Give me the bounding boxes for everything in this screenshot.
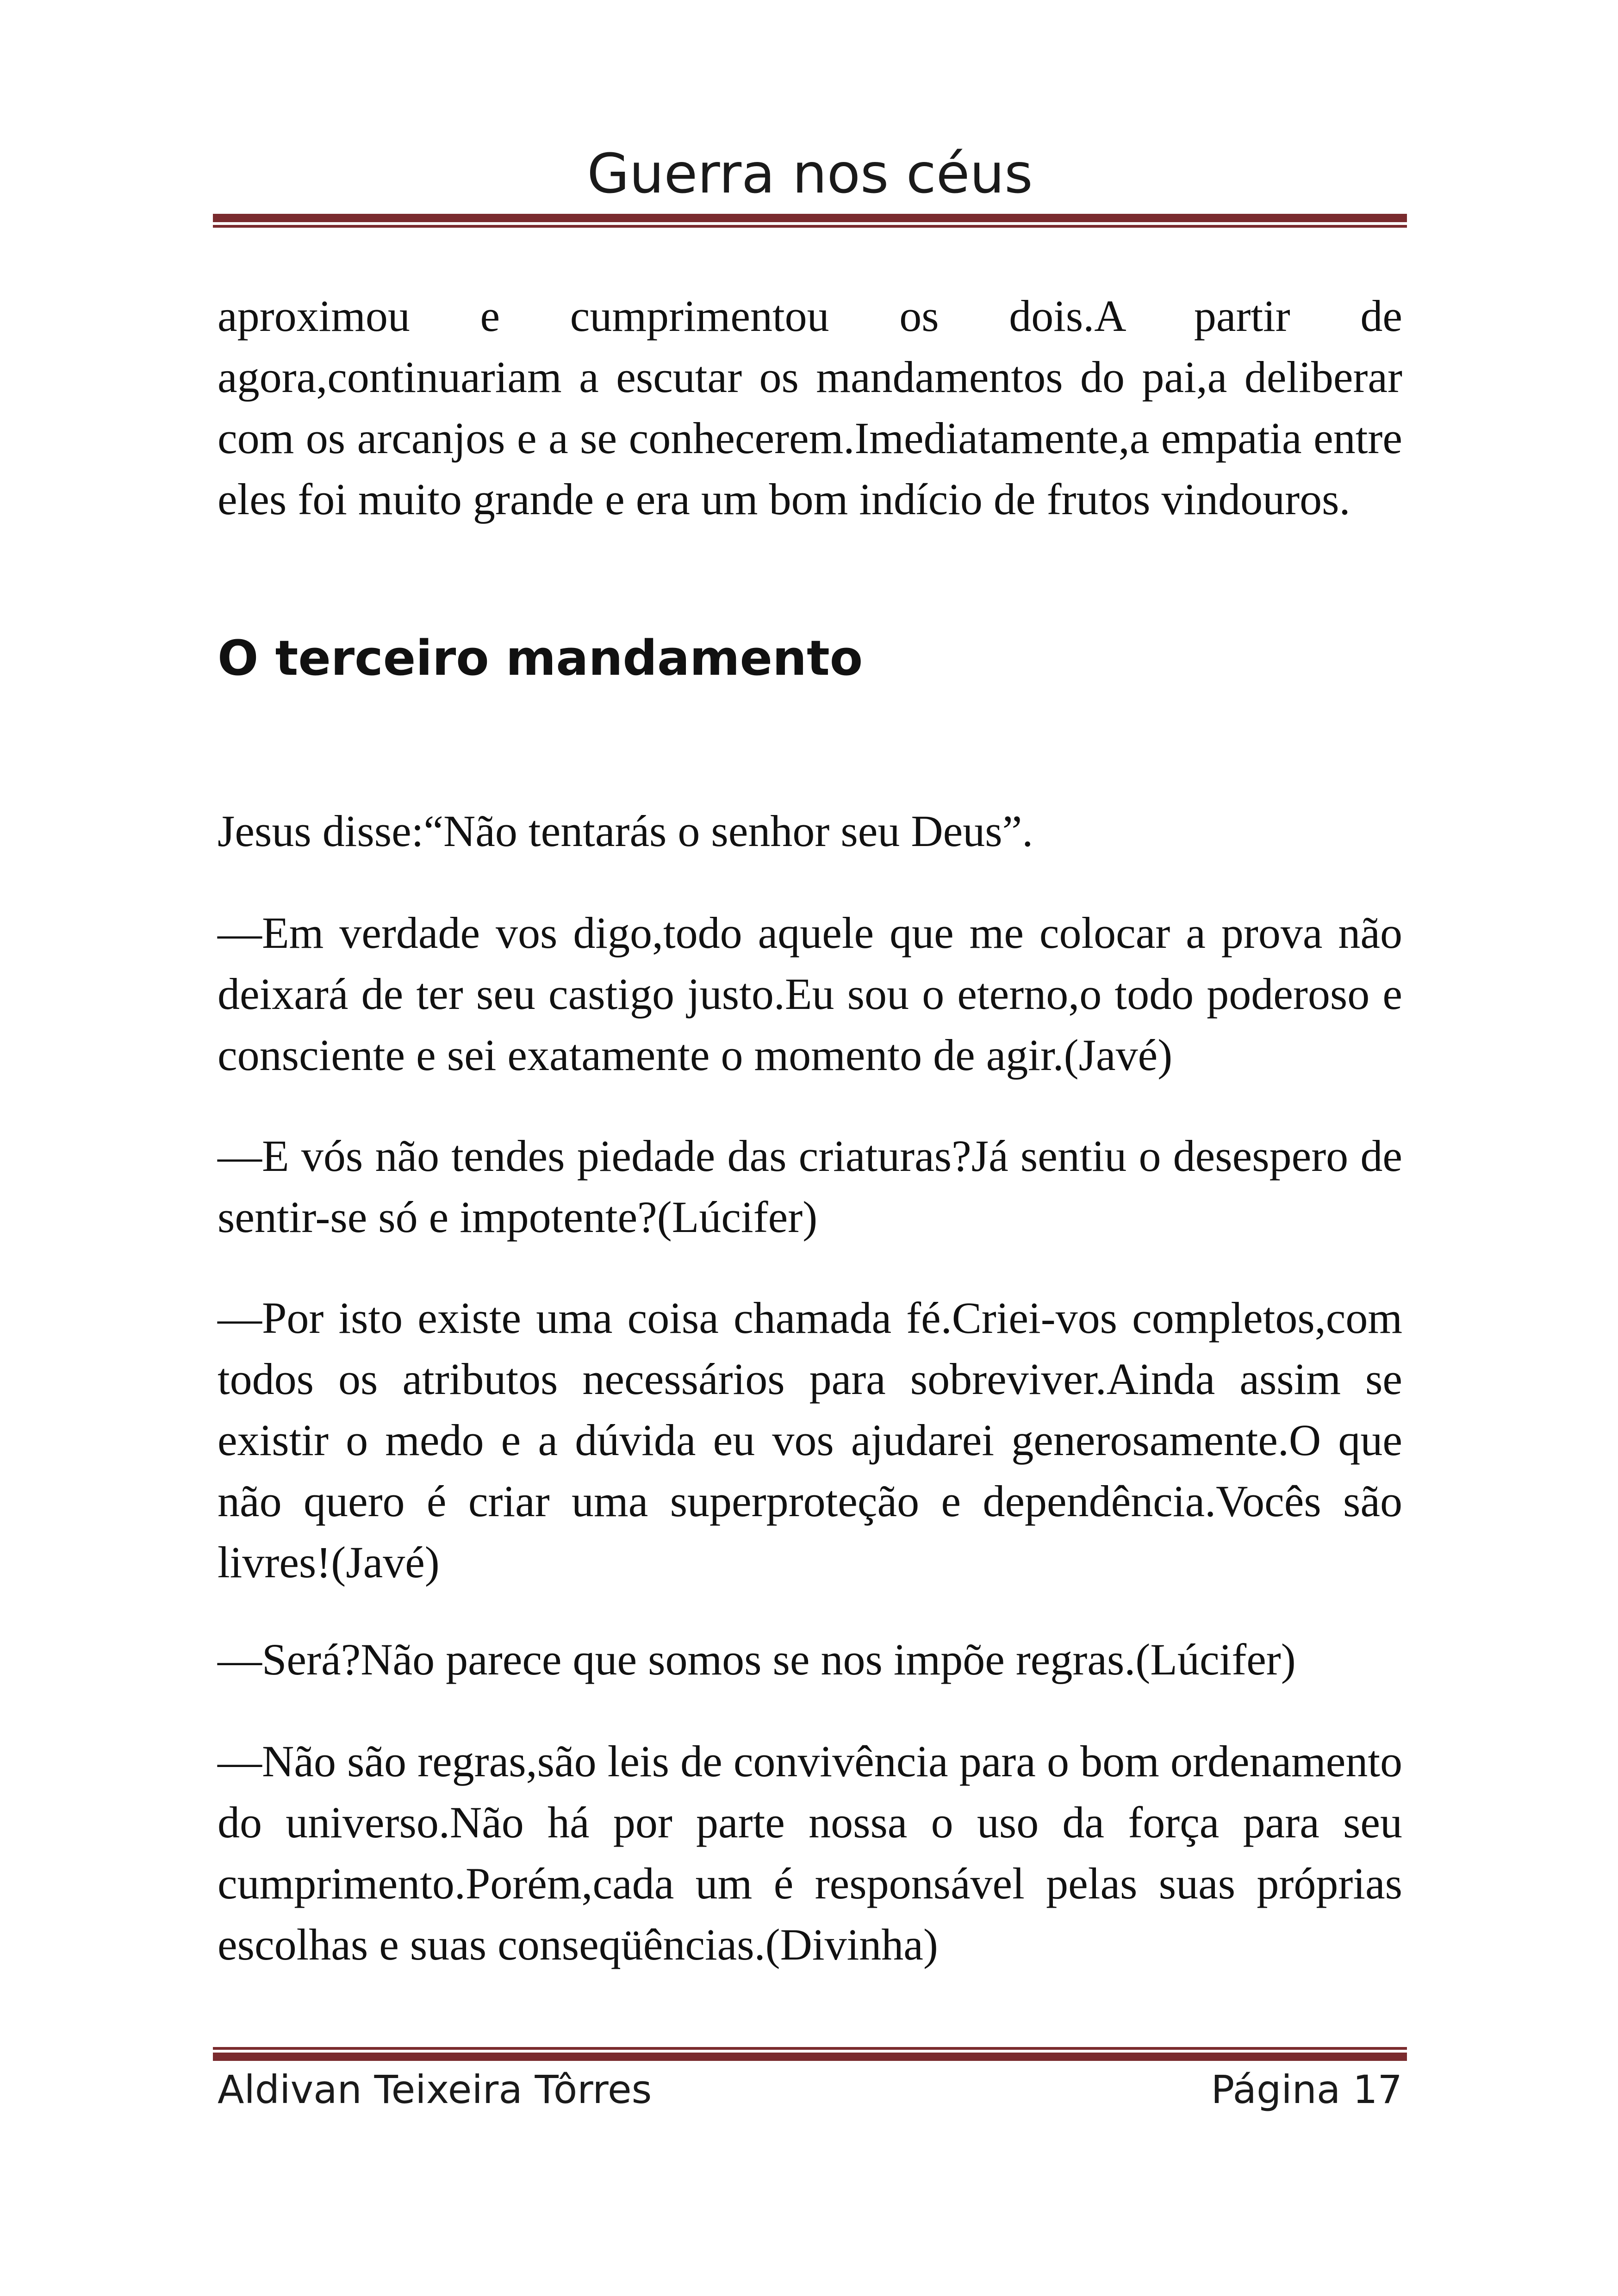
section-heading: O terceiro mandamento: [218, 630, 863, 686]
header-rule: [213, 214, 1407, 228]
intro-text-block: [218, 286, 1402, 530]
paragraph-jesus-quote: Jesus disse:“Não tentarás o senhor seu Deus”.: [218, 806, 1033, 856]
footer-author: Aldivan Teixeira Tôrres: [218, 2067, 652, 2112]
header-rule-thick-line: [213, 214, 1407, 222]
paragraph-6-block: [218, 1731, 1402, 1975]
paragraph-5-block: [218, 1629, 1402, 1690]
footer-rule-thin-line: [213, 2047, 1407, 2050]
running-header-title: Guerra nos céus: [587, 142, 1033, 205]
footer-rule-thick-line: [213, 2053, 1407, 2061]
paragraph-jave-2: —Por isto existe uma coisa chamada fé.Criei-vos completos,com todos os atributos necessários para sobreviver.Ainda assim se existir o medo e a dúvida eu vos ajudarei generosamente.O que não quero é criar uma superproteção e dependência.Vocês são livres!(Javé): [218, 1293, 1402, 1587]
paragraph-3-block: [218, 1126, 1402, 1248]
header-rule-thin-line: [213, 225, 1407, 228]
footer-rule: [213, 2047, 1407, 2061]
paragraph-1-block: [218, 801, 1402, 862]
paragraph-4-block: [218, 1288, 1402, 1593]
intro-paragraph: aproximou e cumprimentou os dois.A partir de agora,continuariam a escutar os mandamentos do pai,a deliberar com os arcanjos e a se conhecerem.Imediatamente,a empatia entre eles foi muito grande e era um bom indício de frutos vindouros.: [218, 291, 1402, 524]
paragraph-2-block: [218, 902, 1402, 1086]
footer-page-number: Página 17: [1211, 2067, 1402, 2112]
paragraph-jave-1: —Em verdade vos digo,todo aquele que me colocar a prova não deixará de ter seu castigo justo.Eu sou o eterno,o todo poderoso e consciente e sei exatamente o momento de agir.(Javé): [218, 908, 1402, 1080]
paragraph-divinha: —Não são regras,são leis de convivência para o bom ordenamento do universo.Não há por parte nossa o uso da força para seu cumprimento.Porém,cada um é responsável pelas suas próprias escolhas e suas conseqüências.(Divinha): [218, 1736, 1402, 1969]
paragraph-lucifer-1: —E vós não tendes piedade das criaturas?Já sentiu o desespero de sentir-se só e impotente?(Lúcifer): [218, 1131, 1402, 1242]
paragraph-lucifer-2: —Será?Não parece que somos se nos impõe regras.(Lúcifer): [218, 1635, 1296, 1684]
